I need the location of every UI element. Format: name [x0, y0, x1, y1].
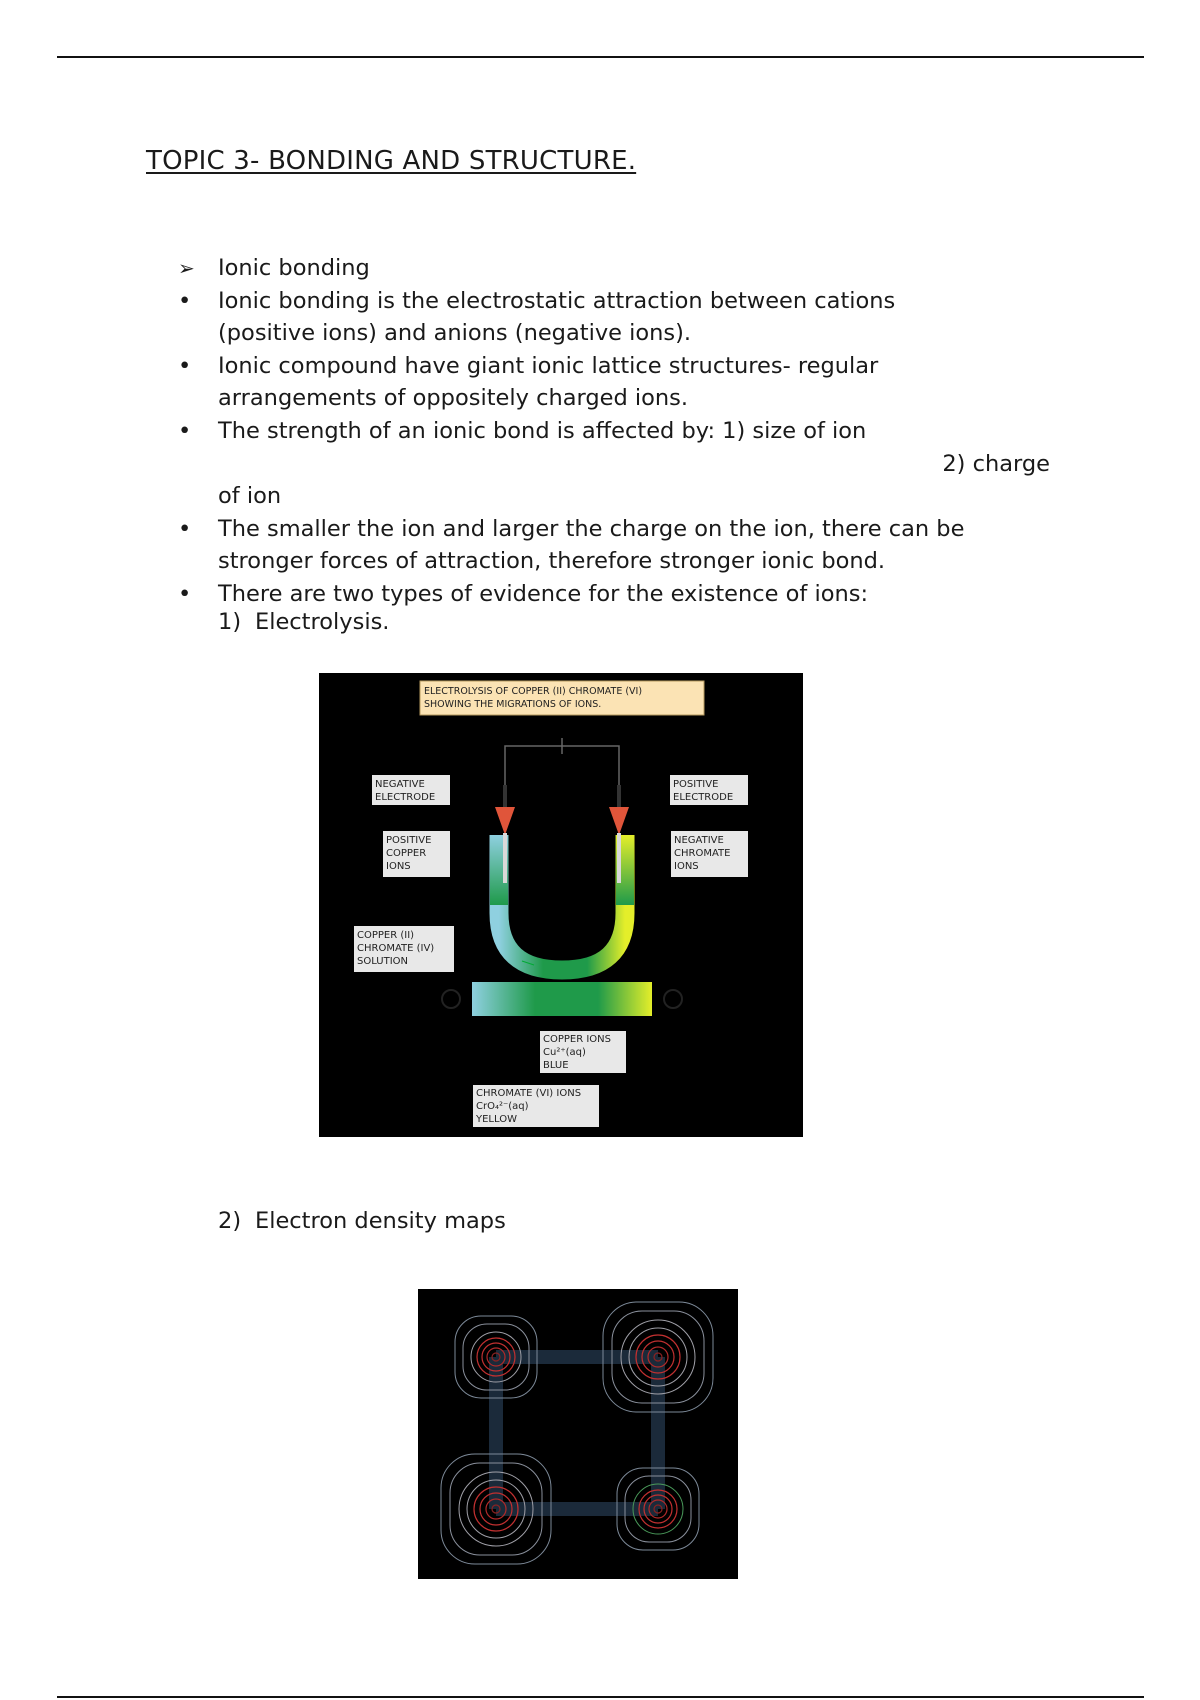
svg-text:ELECTRODE: ELECTRODE: [375, 792, 436, 803]
svg-text:CHROMATE (VI) IONS: CHROMATE (VI) IONS: [476, 1088, 582, 1099]
electron-density-map: [418, 1289, 738, 1579]
bullet-icon: •: [178, 515, 192, 542]
list-item: [178, 350, 1078, 415]
chromate-ions-label: [473, 1085, 599, 1127]
page-title: TOPIC 3- BONDING AND STRUCTURE.: [146, 146, 637, 176]
section-heading: Ionic bonding: [218, 255, 370, 281]
electrolysis-diagram: [319, 673, 803, 1137]
svg-text:IONS: IONS: [674, 861, 699, 872]
figure-title-line: ELECTROLYSIS OF COPPER (II) CHROMATE (VI): [424, 686, 643, 697]
bullet-icon: •: [178, 417, 192, 444]
svg-text:COPPER: COPPER: [386, 848, 427, 859]
svg-text:CHROMATE (IV): CHROMATE (IV): [357, 943, 435, 954]
bullet-line: Ionic bonding is the electrostatic attraction between cations: [218, 287, 896, 314]
arrow-bullet-icon: ➢: [178, 256, 195, 280]
svg-text:BLUE: BLUE: [543, 1060, 569, 1071]
evidence-item-1: [218, 609, 389, 635]
bullet-line: (positive ions) and anions (negative ions).: [218, 320, 692, 347]
bullet-line: of ion: [218, 483, 282, 510]
negative-electrode-label: [372, 775, 450, 805]
evidence-number: 2): [218, 1208, 242, 1234]
list-item: [178, 578, 1078, 611]
evidence-number: 1): [218, 609, 242, 635]
bullet-icon: •: [178, 580, 192, 607]
svg-text:COPPER IONS: COPPER IONS: [543, 1034, 612, 1045]
bullet-line: The strength of an ionic bond is affected by: 1) size of ion: [218, 417, 867, 444]
evidence-item-2: [218, 1208, 506, 1234]
svg-text:Cu²⁺(aq): Cu²⁺(aq): [543, 1047, 586, 1058]
svg-text:COPPER (II): COPPER (II): [357, 930, 415, 941]
bullet-icon: •: [178, 352, 192, 379]
svg-text:NEGATIVE: NEGATIVE: [375, 779, 425, 790]
evidence-text: Electron density maps: [255, 1208, 506, 1234]
svg-text:ELECTRODE: ELECTRODE: [673, 792, 734, 803]
list-item: [178, 415, 1078, 513]
svg-text:YELLOW: YELLOW: [476, 1114, 517, 1125]
bottom-rule: [57, 1696, 1144, 1698]
bullet-line: The smaller the ion and larger the charge on the ion, there can be: [218, 515, 965, 542]
bullet-line: Ionic compound have giant ionic lattice structures- regular: [218, 352, 879, 379]
svg-text:POSITIVE: POSITIVE: [386, 835, 432, 846]
copper-ions-label: [540, 1031, 626, 1073]
solution-label: [354, 926, 454, 972]
svg-text:CrO₄²⁻(aq): CrO₄²⁻(aq): [476, 1101, 529, 1112]
notes-list: [178, 252, 1078, 611]
list-item: [178, 252, 1078, 285]
svg-text:NEGATIVE: NEGATIVE: [674, 835, 724, 846]
bullet-line: There are two types of evidence for the existence of ions:: [218, 580, 869, 607]
positive-copper-ions-label: [383, 831, 450, 877]
figure-title-line: SHOWING THE MIGRATIONS OF IONS.: [424, 699, 602, 710]
bullet-line: arrangements of oppositely charged ions.: [218, 385, 689, 412]
list-item: [178, 513, 1078, 578]
bullet-line: 2) charge: [942, 450, 1050, 477]
positive-electrode-label: [670, 775, 748, 805]
svg-text:SOLUTION: SOLUTION: [357, 956, 409, 967]
top-rule: [57, 56, 1144, 58]
bullet-icon: •: [178, 287, 192, 314]
bullet-line: stronger forces of attraction, therefore stronger ionic bond.: [218, 548, 886, 575]
svg-text:POSITIVE: POSITIVE: [673, 779, 719, 790]
evidence-text: Electrolysis.: [255, 609, 390, 635]
colour-strip: [472, 982, 652, 1016]
list-item: [178, 285, 1078, 350]
svg-text:IONS: IONS: [386, 861, 411, 872]
negative-chromate-ions-label: [671, 831, 748, 877]
svg-text:CHROMATE: CHROMATE: [674, 848, 731, 859]
